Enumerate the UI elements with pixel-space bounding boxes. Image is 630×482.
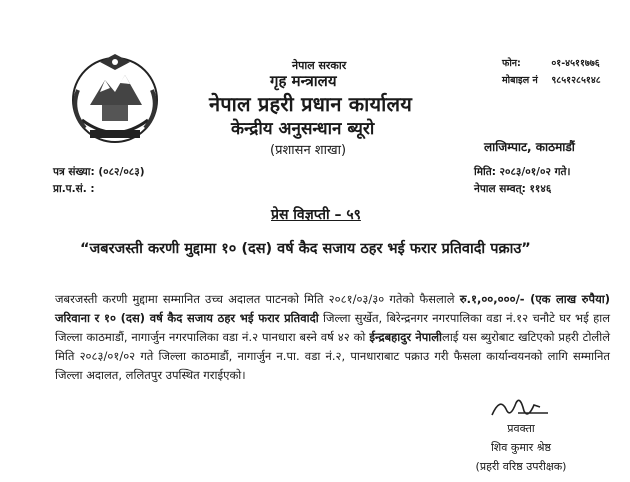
signatory-name: शिव कुमार श्रेष्ठ [490, 441, 552, 454]
signature-scribble [488, 393, 558, 423]
mobile-value: ९८५१२८५१४८ [551, 75, 601, 86]
body-paragraph [55, 290, 610, 385]
mobile-line [502, 73, 601, 86]
dispatch-number: प्रा.प.सं. : [53, 183, 95, 195]
body-text-1: जबरजस्ती करणी मुद्दामा सम्मानित उच्च अदालत पाटनको मिति २०८१/०३/३० गतेको फैसलाले [55, 292, 460, 306]
body-text-2: जिल्ला सुर्खेत, बिरेन्द्रनगर नगरपालिका वडा नं.१२ चनौटे घर भई हाल जिल्ला काठमाडौं, नागार्जुन नगरपालिका वडा नं.२ पानधारा बस्ने वर्ष ४२ को [55, 311, 610, 344]
body-text-3: लाई यस ब्युरोबाट खटिएको प्रहरी टोलीले मिति २०८३/०१/०२ गते जिल्ला काठमाडौं, नागार्जुन न.पा. वडा नं.२, पानधाराबाट पक्राउ गरी फैसला कार्यान्वयनको लागि सम्मानित जिल्ला अदालत, ललितपुर उपस्थित गराईएको। [55, 330, 610, 382]
headline: “जबरजस्ती करणी मुद्दामा १० (दस) वर्ष कैद सजाय ठहर भई फरार प्रतिवादी पक्राउ” [80, 241, 531, 257]
phone-value: ०१-४५११७७६ [551, 58, 600, 69]
phone-line [502, 56, 600, 69]
signatory-rank: (प्रहरी वरिष्ठ उपरीक्षक) [475, 460, 567, 473]
signatory-role: प्रवक्ता [507, 422, 535, 435]
reference-number: पत्र संख्या: (०८२/०८३) [53, 166, 145, 178]
ministry-name: गृह मन्त्रालय [270, 72, 337, 90]
phone-label: फोन: [502, 58, 521, 69]
press-release-title: प्रेस विज्ञप्ती – ५९ [271, 207, 361, 223]
govt-label: नेपाल सरकार [292, 59, 347, 72]
body-bold-2: ईन्द्रबहादुर नेपाली [369, 330, 443, 344]
body-bold-1: रु.१,००,०००/- (एक लाख रुपैया) जरिवाना र १० (दस) वर्ष कैद सजाय ठहर भई फरार प्रतिवादी [55, 292, 610, 325]
nepal-sambat: नेपाल सम्वत्: ११४६ [474, 183, 552, 195]
nepal-emblem-icon [60, 50, 170, 150]
office-name: नेपाल प्रहरी प्रधान कार्यालय [209, 92, 413, 116]
date: मिति: २०८३/०१/०२ गते। [474, 166, 571, 178]
section-name: (प्रशासन शाखा) [270, 143, 347, 158]
mobile-label: मोबाइल नं [502, 75, 538, 86]
address: लाजिम्पाट, काठमाडौं [484, 140, 575, 154]
bureau-name: केन्द्रीय अनुसन्धान ब्यूरो [231, 119, 375, 139]
